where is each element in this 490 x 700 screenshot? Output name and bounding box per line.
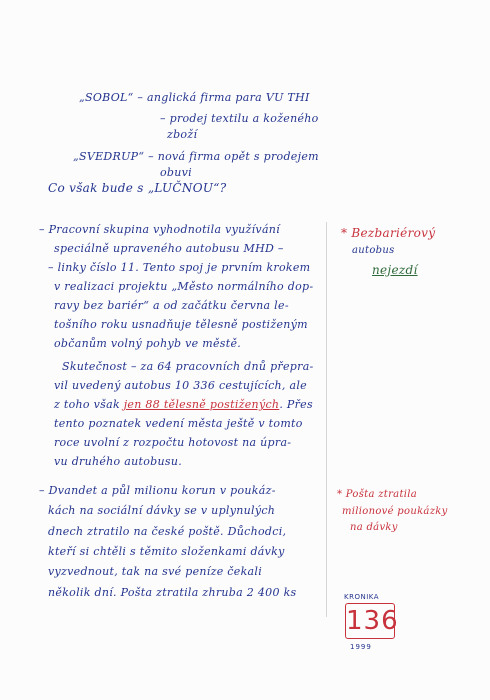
- text-line: několik dní. Pošta ztratila zhruba 2 400 ks: [48, 586, 297, 599]
- page-number: 136: [345, 603, 395, 639]
- text-line: v realizaci projektu „Město normálního dop-: [54, 280, 314, 293]
- text-line: Skutečnost – za 64 pracovních dnů přepra-: [62, 360, 314, 373]
- text-line: kách na sociální dávky se v uplynulých: [48, 504, 276, 517]
- text-line: tošního roku usnadňuje tělesně postiženým: [54, 318, 308, 331]
- top-line: – prodej textilu a koženého: [160, 112, 319, 125]
- top-line: „SVEDRUP“ – nová firma opět s prodejem: [73, 150, 319, 163]
- margin-note-line: na dávky: [350, 522, 398, 533]
- margin-note-line: milionové poukázky: [342, 506, 448, 517]
- margin-note-line: * Pošta ztratila: [337, 489, 418, 500]
- text-line: dnech ztratilo na české poště. Důchodci,: [48, 525, 287, 538]
- highlighted-text: jen 88 tělesně postižených: [123, 398, 280, 411]
- text-line: vil uvedený autobus 10 336 cestujících, ale: [54, 379, 307, 392]
- text-line: roce uvolní z rozpočtu hotovost na úpra-: [54, 436, 292, 449]
- text-line: – Dvandet a půl milionu korun v poukáz-: [39, 484, 276, 497]
- text-line: vu druhého autobusu.: [54, 455, 183, 468]
- text-line: tento poznatek vedení města ještě v tomto: [54, 417, 303, 430]
- text-line: – Pracovní skupina vyhodnotila využívání: [39, 223, 281, 236]
- top-line: Co však bude s „LUČNOU“?: [48, 181, 227, 195]
- top-line: zboží: [167, 128, 198, 141]
- text-line: [54, 398, 313, 411]
- text-line: – linky číslo 11. Tento spoj je prvním krokem: [48, 261, 311, 274]
- chronicle-label: KRONIKA: [344, 593, 380, 601]
- margin-note-line: autobus: [352, 245, 395, 256]
- top-line: obuvi: [160, 166, 192, 179]
- text-line: občanům volný pohyb ve městě.: [54, 337, 242, 350]
- top-line: „SOBOL“ – anglická firma para VU THI: [79, 91, 310, 104]
- margin-note-line: nejezdí: [372, 263, 418, 277]
- margin-divider: [326, 222, 327, 617]
- margin-note-line: * Bezbariérový: [341, 226, 436, 240]
- text-line: ravy bez bariér“ a od začátku června le-: [54, 299, 289, 312]
- text-line: vyzvednout, tak na své peníze čekali: [48, 565, 263, 578]
- year-label: 1999: [350, 643, 372, 651]
- text-line: kteří si chtěli s těmito složenkami dávky: [48, 545, 285, 558]
- text-line: speciálně upraveného autobusu MHD –: [54, 242, 284, 255]
- text-fragment: . Přes: [279, 398, 313, 411]
- text-fragment: z toho však: [54, 398, 124, 411]
